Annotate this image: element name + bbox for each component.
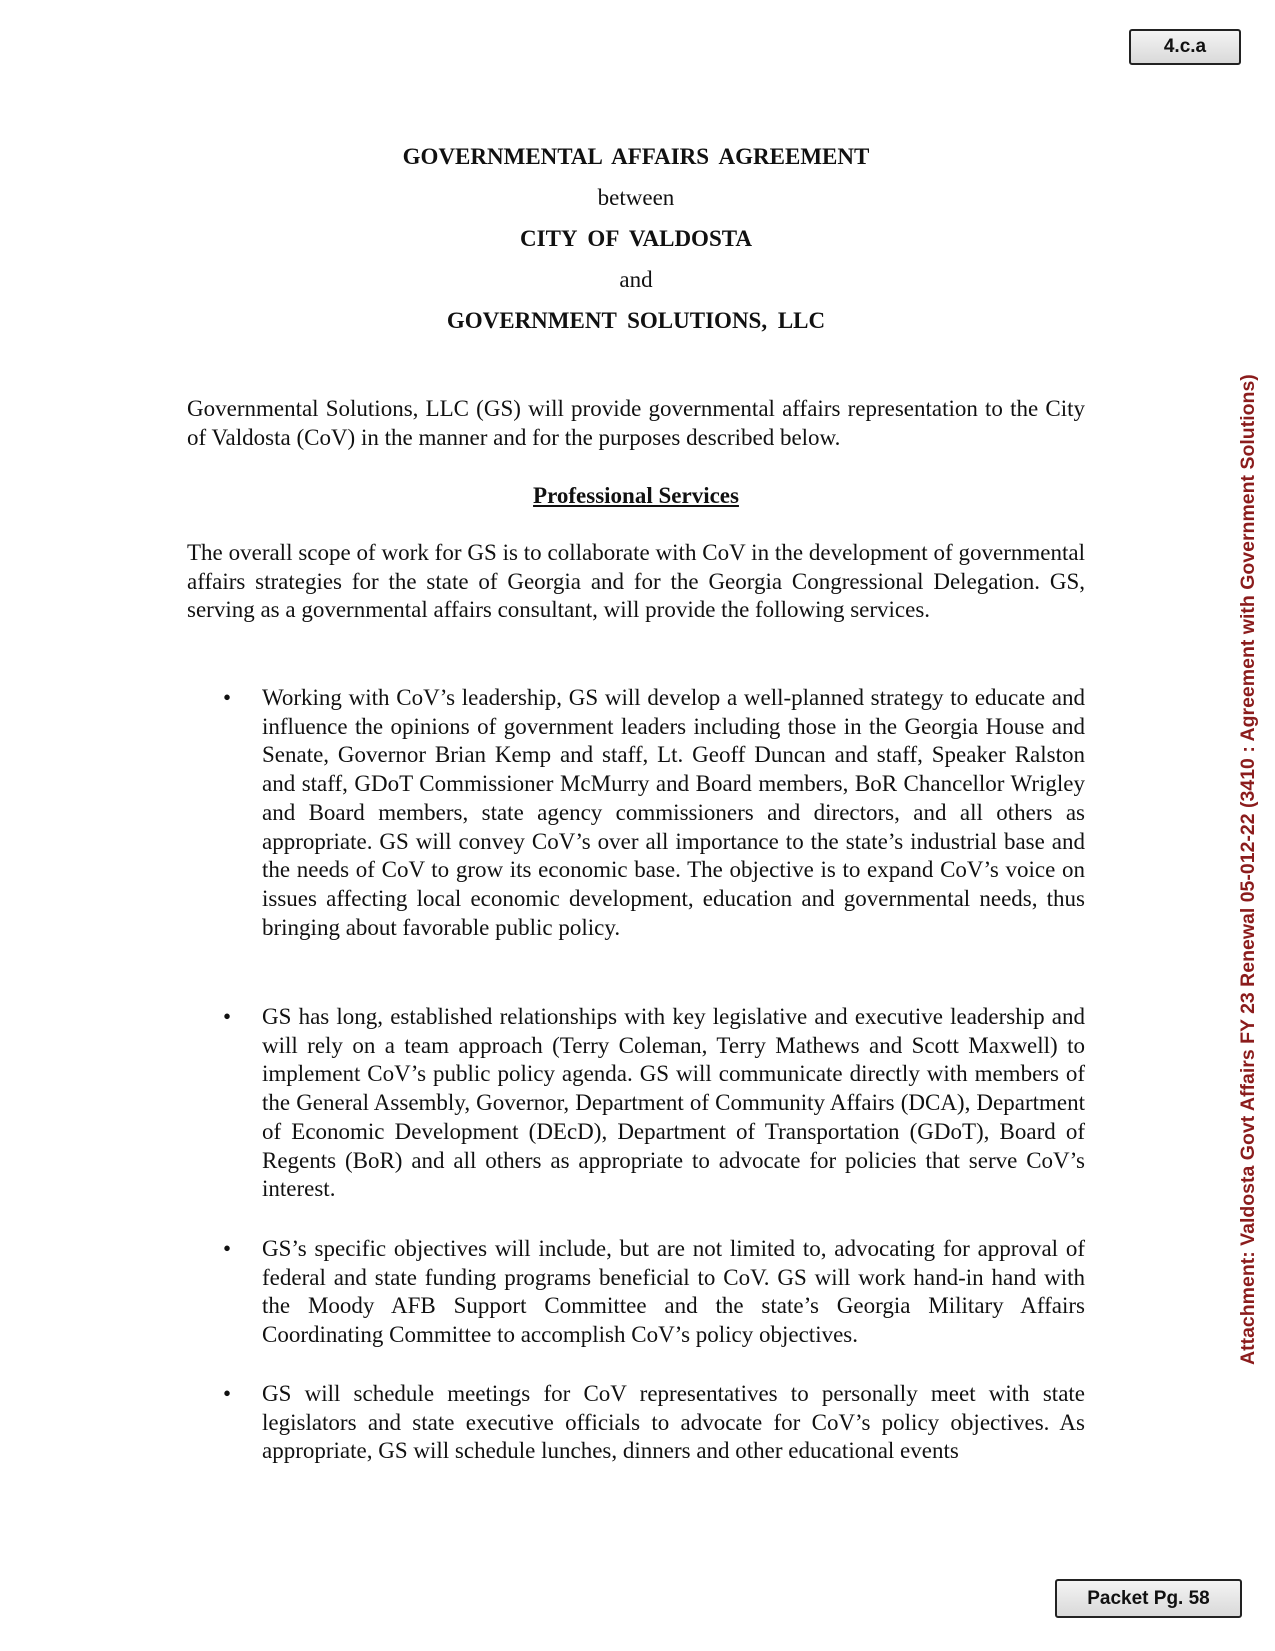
packet-page-badge: Packet Pg. 58 (1055, 1579, 1242, 1618)
party-contractor: GOVERNMENT SOLUTIONS, LLC (446, 308, 826, 333)
attachment-sidebar-label: Attachment: Valdosta Govt Affairs FY 23 Renewal 05-012-22 (3410 : Agreement with Government Solutions) (1237, 374, 1259, 1365)
title-and: and (619, 267, 653, 292)
title-between: between (597, 185, 675, 210)
item-tag-badge: 4.c.a (1129, 29, 1241, 65)
list-item-text: GS’s specific objectives will include, but are not limited to, advocating for approval of federal and state funding programs beneficial to CoV. GS will work hand-in hand with the Moody AFB Support Committee and the state’s Georgia Military Affairs Coordinating Committee to accomplish CoV’s policy objectives. (262, 1236, 1085, 1348)
bullet-icon: • (223, 1236, 232, 1261)
agreement-title: GOVERNMENTAL AFFAIRS AGREEMENT (402, 144, 870, 169)
list-item-text: GS will schedule meetings for CoV representatives to personally meet with state legislators and state executive officials to advocate for CoV’s policy objectives. As appropriate, GS will schedule lunches, dinners and other educational events (262, 1381, 1085, 1464)
list-item-text: GS has long, established relationships with key legislative and executive leadership and will rely on a team approach (Terry Coleman, Terry Mathews and Scott Maxwell) to implement CoV’s public policy agenda. GS will communicate directly with members of the General Assembly, Governor, Department of Community Affairs (DCA), Department of Economic Development (DEcD), Department of Transportation (GDoT), Board of Regents (BoR) and all others as appropriate to advocate for policies that serve CoV’s interest. (262, 1004, 1085, 1202)
bullet-icon: • (223, 1381, 232, 1406)
intro-paragraph: Governmental Solutions, LLC (GS) will provide governmental affairs representation to the City of Valdosta (CoV) in the manner and for the purposes described below. (187, 396, 1085, 450)
bullet-icon: • (223, 1004, 232, 1029)
party-city: CITY OF VALDOSTA (520, 226, 752, 251)
list-item-text: Working with CoV’s leadership, GS will develop a well-planned strategy to educate and influence the opinions of government leaders including those in the Georgia House and Senate, Governor Brian Kemp and staff, Lt. Geoff Duncan and staff, Speaker Ralston and staff, GDoT Commissioner McMurry and Board members, BoR Chancellor Wrigley and Board members, state agency commissioners and directors, and all others as appropriate. GS will convey CoV’s over all importance to the state’s industrial base and the needs of CoV to grow its economic base. The objective is to expand CoV’s voice on issues affecting local economic development, education and governmental needs, thus bringing about favorable public policy. (262, 685, 1085, 940)
bullet-icon: • (223, 685, 232, 710)
scope-paragraph: The overall scope of work for GS is to collaborate with CoV in the development of governmental affairs strategies for the state of Georgia and for the Georgia Congressional Delegation. GS, serving as a governmental affairs consultant, will provide the following services. (187, 540, 1085, 623)
section-title: Professional Services (533, 483, 739, 508)
